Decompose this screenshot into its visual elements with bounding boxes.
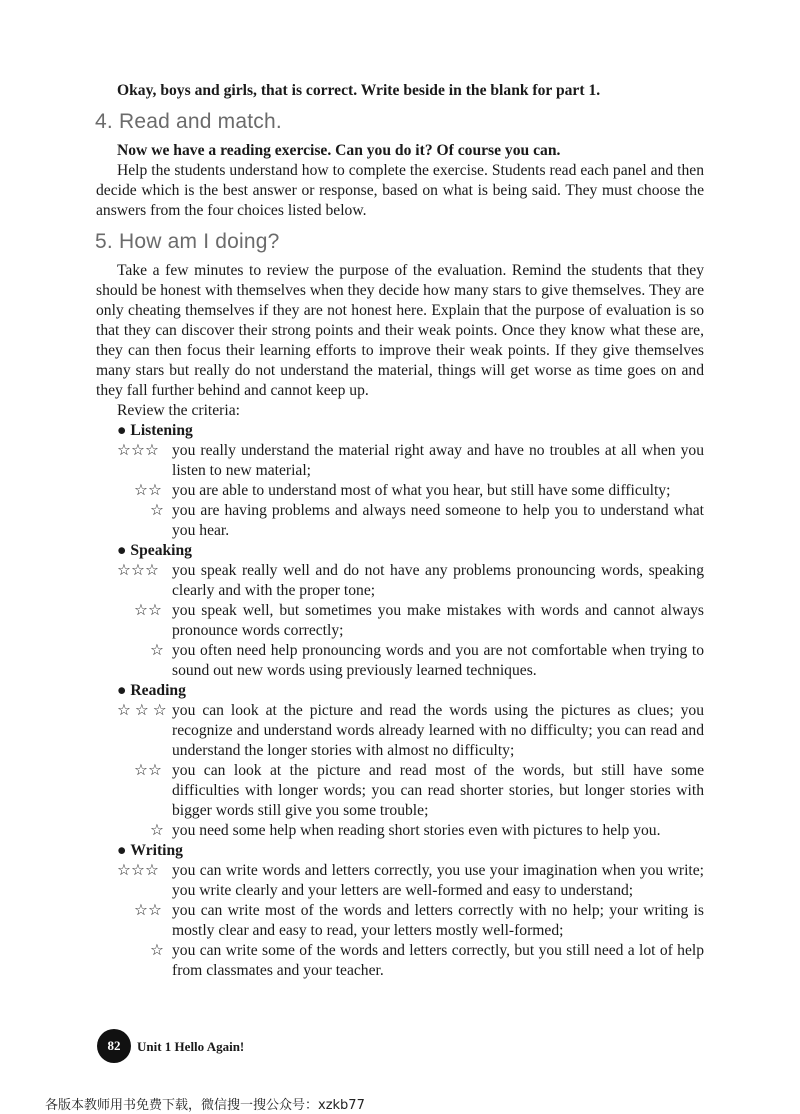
speaking-level-2: [96, 601, 704, 641]
criterion-title: Listening: [130, 422, 193, 439]
watermark-text: 各版本教师用书免费下载，微信搜一搜公众号：xzkb77: [45, 1098, 365, 1113]
level-description: you can write most of the words and letters correctly with no help; your writing is mostly clear and easy to read, your letters mostly well-formed;: [172, 902, 704, 939]
bullet-icon: ●: [117, 682, 127, 699]
speaking-level-1: [96, 641, 704, 681]
criterion-listening-heading: [117, 421, 704, 441]
three-star-icon: ☆ ☆ ☆: [117, 702, 167, 719]
criterion-writing-heading: [117, 841, 704, 861]
bullet-icon: ●: [117, 842, 127, 859]
review-criteria-label: Review the criteria:: [117, 402, 240, 419]
two-star-icon: ☆☆: [134, 762, 162, 779]
one-star-icon: ☆: [150, 822, 164, 839]
bullet-icon: ●: [117, 422, 127, 439]
section-5-paragraph: Take a few minutes to review the purpose of the evaluation. Remind the students that they should be honest with themselves when they decide how many stars to give themselves. They are only cheating themselves if they are not honest here. Explain that the purpose of evaluation is so that they can discover their strong points and their weak points. Once they know what these are, they can then focus their learning efforts to improve their weak points. If they give themselves many stars but really do not understand the material, things will get worse as time goes on and they fall further behind and cannot keep up.: [96, 262, 704, 399]
page-content: [96, 81, 704, 981]
intro-line: Okay, boys and girls, that is correct. Write beside in the blank for part 1.: [117, 82, 601, 99]
one-star-icon: ☆: [150, 502, 164, 519]
section-4-heading: 4. Read and match.: [95, 110, 282, 133]
level-description: you can look at the picture and read the words using the pictures as clues; you recognize and understand words already learned with no difficulty; you can read and understand the longer stories with almost no difficulty;: [172, 702, 704, 759]
criterion-title: Reading: [130, 682, 186, 699]
criterion-reading-heading: [117, 681, 704, 701]
section-4-bold-line: Now we have a reading exercise. Can you do it? Of course you can.: [117, 142, 561, 159]
one-star-icon: ☆: [150, 642, 164, 659]
level-description: you speak really well and do not have any problems pronouncing words, speaking clearly and with the proper tone;: [172, 562, 704, 599]
listening-level-1: [96, 501, 704, 541]
reading-level-2: [96, 761, 704, 821]
listening-level-3: [96, 441, 704, 481]
reading-level-3: [96, 701, 704, 761]
three-star-icon: ☆☆☆: [117, 862, 159, 879]
unit-title: Unit 1 Hello Again!: [137, 1039, 245, 1054]
two-star-icon: ☆☆: [134, 482, 162, 499]
listening-level-2: [96, 481, 704, 501]
three-star-icon: ☆☆☆: [117, 442, 159, 459]
one-star-icon: ☆: [150, 942, 164, 959]
reading-level-1: [96, 821, 704, 841]
level-description: you can write words and letters correctly, you use your imagination when you write; you write clearly and your letters are well-formed and easy to understand;: [172, 862, 704, 899]
speaking-level-3: [96, 561, 704, 601]
criterion-speaking-heading: [117, 541, 704, 561]
section-5-heading: 5. How am I doing?: [95, 230, 280, 253]
level-description: you need some help when reading short stories even with pictures to help you.: [172, 822, 661, 839]
two-star-icon: ☆☆: [134, 902, 162, 919]
level-description: you often need help pronouncing words and you are not comfortable when trying to sound out new words using previously learned techniques.: [172, 642, 704, 679]
level-description: you speak well, but sometimes you make mistakes with words and cannot always pronounce words correctly;: [172, 602, 704, 639]
criterion-title: Speaking: [130, 542, 192, 559]
level-description: you are having problems and always need someone to help you to understand what you hear.: [172, 502, 704, 539]
level-description: you can look at the picture and read most of the words, but still have some difficulties with longer words; you can read shorter stories, but longer stories with bigger words still give you some trouble;: [172, 762, 704, 819]
criterion-title: Writing: [130, 842, 183, 859]
two-star-icon: ☆☆: [134, 602, 162, 619]
level-description: you can write some of the words and letters correctly, but you still need a lot of help from classmates and your teacher.: [172, 942, 704, 979]
page-number-badge: 82: [97, 1029, 131, 1063]
bullet-icon: ●: [117, 542, 127, 559]
level-description: you are able to understand most of what you hear, but still have some difficulty;: [172, 482, 671, 499]
level-description: you really understand the material right away and have no troubles at all when you listen to new material;: [172, 442, 704, 479]
section-4-paragraph: Help the students understand how to complete the exercise. Students read each panel and then decide which is the best answer or response, based on what is being said. They must choose the answers from the four choices listed below.: [96, 162, 704, 219]
writing-level-3: [96, 861, 704, 901]
three-star-icon: ☆☆☆: [117, 562, 159, 579]
writing-level-1: [96, 941, 704, 981]
writing-level-2: [96, 901, 704, 941]
